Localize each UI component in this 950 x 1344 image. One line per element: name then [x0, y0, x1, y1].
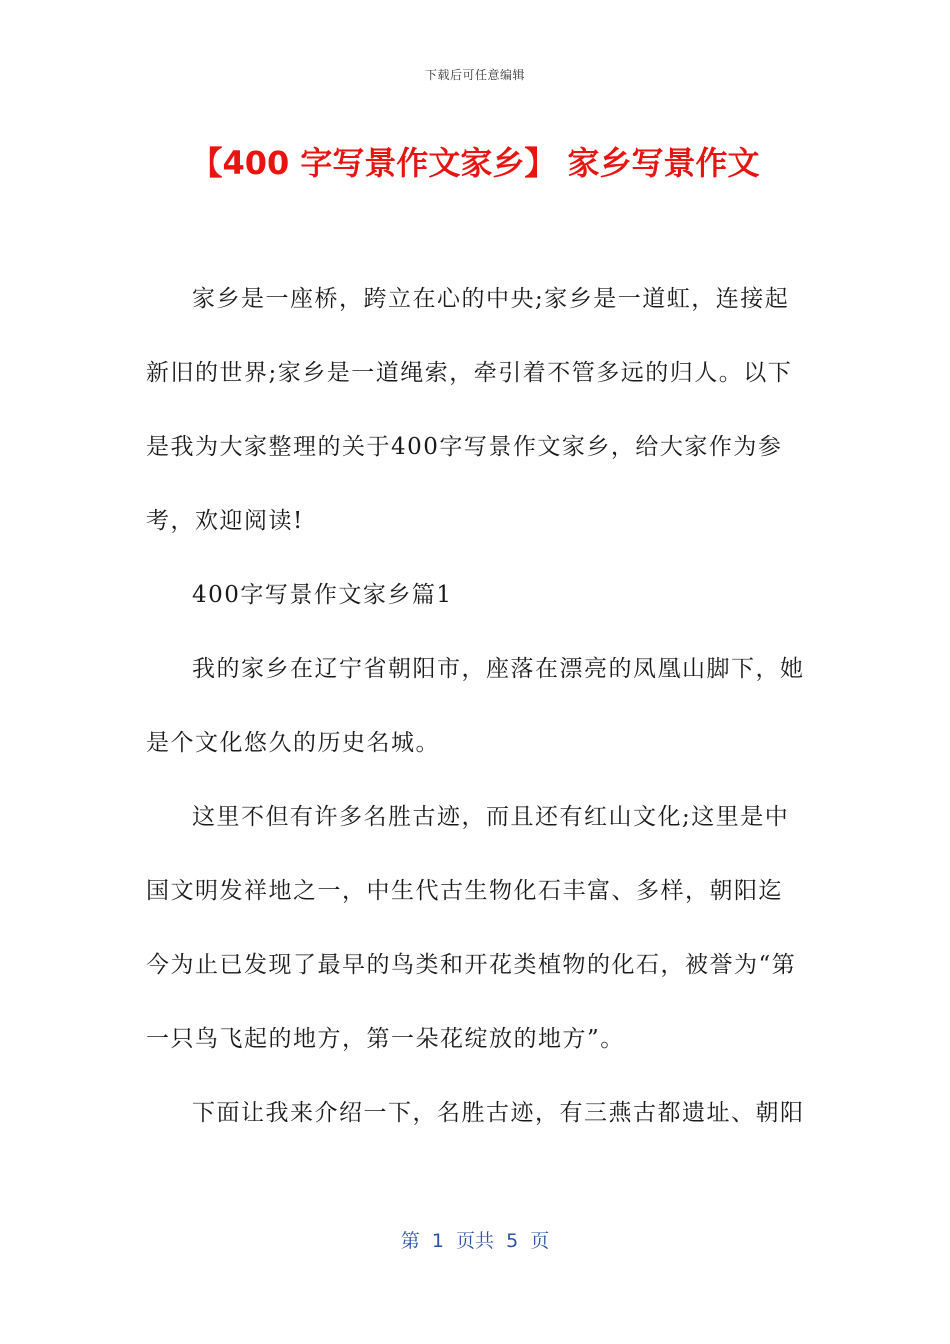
section-heading: 400字写景作文家乡篇1 — [192, 582, 453, 608]
page-number-footer: 第 1 页共 5 页 — [400, 1230, 550, 1252]
paragraph-intro: 家乡是一座桥，跨立在心的中央;家乡是一道虹，连接起新旧的世界;家乡是一道绳索，牵引着不管多远的归人。以下是我为大家整理的关于400字写景作文家乡，给大家作为参考，欢迎阅读! — [146, 286, 793, 534]
paragraph-culture: 这里不但有许多名胜古迹，而且还有红山文化;这里是中国文明发祥地之一，中生代古生物化石丰富、多样，朝阳迄今为止已发现了最早的鸟类和开花类植物的化石，被誉为“第一只鸟飞起的地方，第一朵花绽放的地方”。 — [146, 804, 797, 1052]
download-note: 下载后可任意编辑 — [424, 68, 525, 82]
paragraph-hometown: 我的家乡在辽宁省朝阳市，座落在漂亮的凤凰山脚下，她是个文化悠久的历史名城。 — [146, 656, 805, 756]
document-body — [146, 262, 806, 1150]
page-title: 【400 字写景作文家乡】 家乡写景作文 — [190, 144, 760, 182]
paragraph-sites: 下面让我来介绍一下，名胜古迹，有三燕古都遗址、朝阳 — [192, 1100, 805, 1126]
